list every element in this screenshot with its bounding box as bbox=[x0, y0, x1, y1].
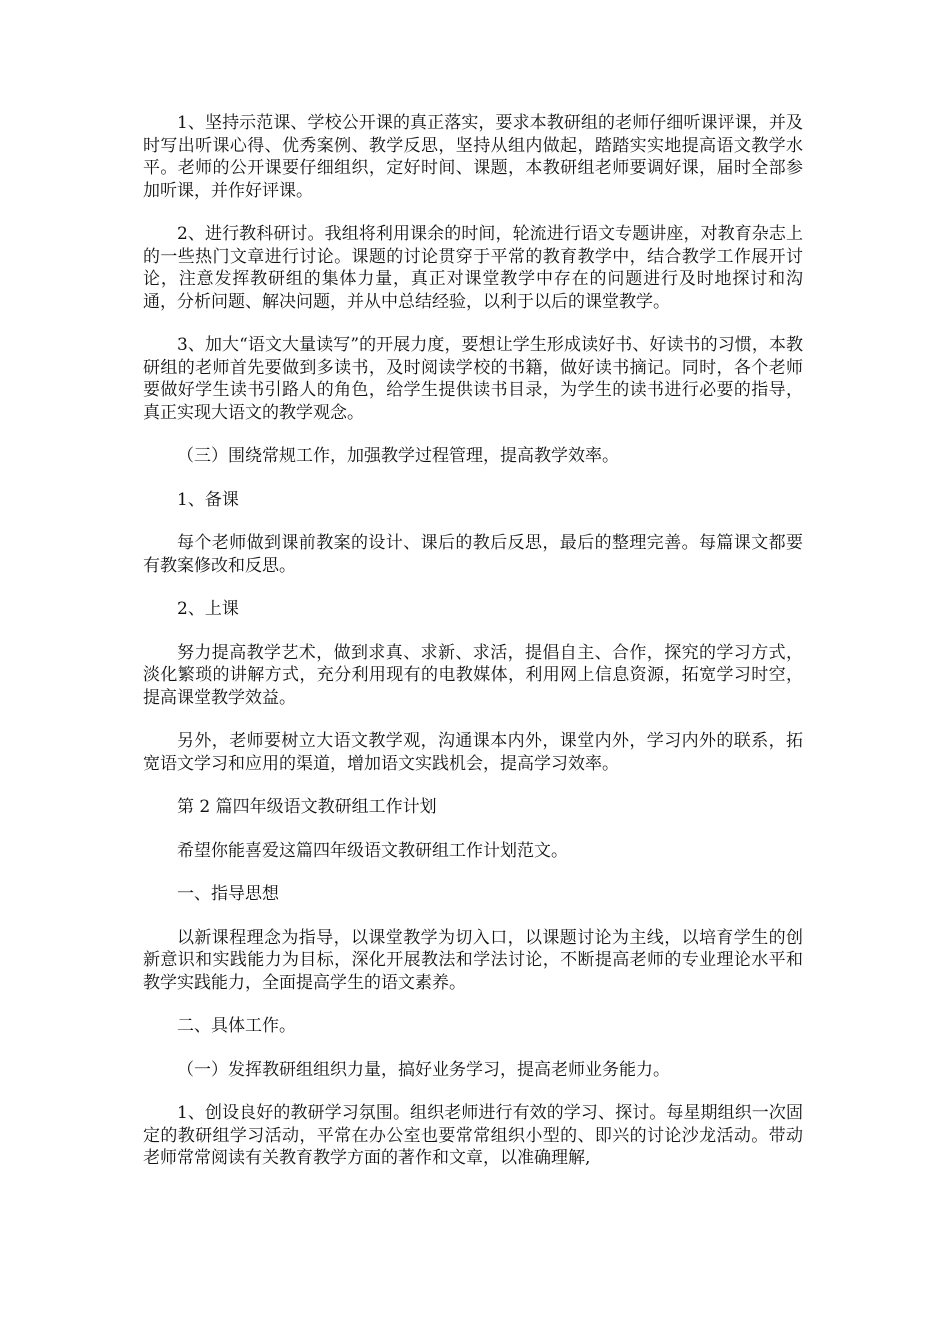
paragraph-1: 1、坚持示范课、学校公开课的真正落实，要求本教研组的老师仔细听课评课，并及时写出听课心得、优秀案例、教学反思，坚持从组内做起，踏踏实实地提高语文教学水平。老师的公开课要仔细组织，定好时间、课题，本教研组老师要调好课，届时全部参加听课，并作好评课。 bbox=[143, 113, 803, 201]
heading-specific-work: 二、具体工作。 bbox=[177, 1016, 296, 1036]
paragraph-additional: 另外，老师要树立大语文教学观，沟通课本内外，课堂内外，学习内外的联系，拓宽语文学习和应用的渠道，增加语文实践机会，提高学习效率。 bbox=[143, 731, 803, 774]
paragraph-guiding-ideology: 以新课程理念为指导，以课堂教学为切入口，以课题讨论为主线，以培育学生的创新意识和实践能力为目标，深化开展教法和学法讨论，不断提高老师的专业理论水平和教学实践能力，全面提高学生的语文素养。 bbox=[143, 927, 803, 993]
section-heading-3: （三）围绕常规工作，加强教学过程管理，提高教学效率。 bbox=[177, 446, 619, 466]
subheading-lesson-prep: 1、备课 bbox=[177, 489, 239, 510]
subheading-teaching: 2、上课 bbox=[177, 599, 239, 619]
paragraph-2: 2、进行教科研讨。我组将利用课余的时间，轮流进行语文专题讲座，对教育杂志上的一些热门文章进行讨论。课题的讨论贯穿于平常的教育教学中，结合教学工作展开讨论，注意发挥教研组的集体力量，真正对课堂教学中存在的问题进行及时地探讨和沟通，分析问题、解决问题，并从中总结经验，以利于以后的课堂教学。 bbox=[143, 224, 803, 312]
document-body bbox=[143, 112, 803, 1191]
paragraph-teaching: 努力提高教学艺术，做到求真、求新、求活，提倡自主、合作，探究的学习方式，淡化繁琐的讲解方式，充分利用现有的电教媒体，利用网上信息资源，拓宽学习时空，提高课堂教学效益。 bbox=[143, 642, 803, 708]
paragraph-intro: 希望你能喜爱这篇四年级语文教研组工作计划范文。 bbox=[177, 840, 568, 861]
paragraph-3: 3、加大“语文大量读写”的开展力度，要想让学生形成读好书、好读书的习惯，本教研组的老师首先要做到多读书，及时阅读学校的书籍，做好读书摘记。同时，各个老师要做好学生读书引路人的角色，给学生提供读书目录，为学生的读书进行必要的指导，真正实现大语文的教学观念。 bbox=[143, 335, 803, 423]
section-heading-1: （一）发挥教研组组织力量，搞好业务学习，提高老师业务能力。 bbox=[177, 1059, 670, 1080]
paragraph-learning-atmosphere: 1、创设良好的教研学习氛围。组织老师进行有效的学习、探讨。每星期组织一次固定的教研组学习活动，平常在办公室也要常常组织小型的、即兴的讨论沙龙活动。带动老师常常阅读有关教育教学方面的著作和文章，以准确理解, bbox=[143, 1103, 803, 1168]
heading-guiding-ideology: 一、指导思想 bbox=[177, 884, 279, 904]
paragraph-lesson-prep: 每个老师做到课前教案的设计、课后的教后反思，最后的整理完善。每篇课文都要有教案修改和反思。 bbox=[143, 533, 803, 576]
article-title-2: 第 2 篇四年级语文教研组工作计划 bbox=[177, 797, 437, 817]
